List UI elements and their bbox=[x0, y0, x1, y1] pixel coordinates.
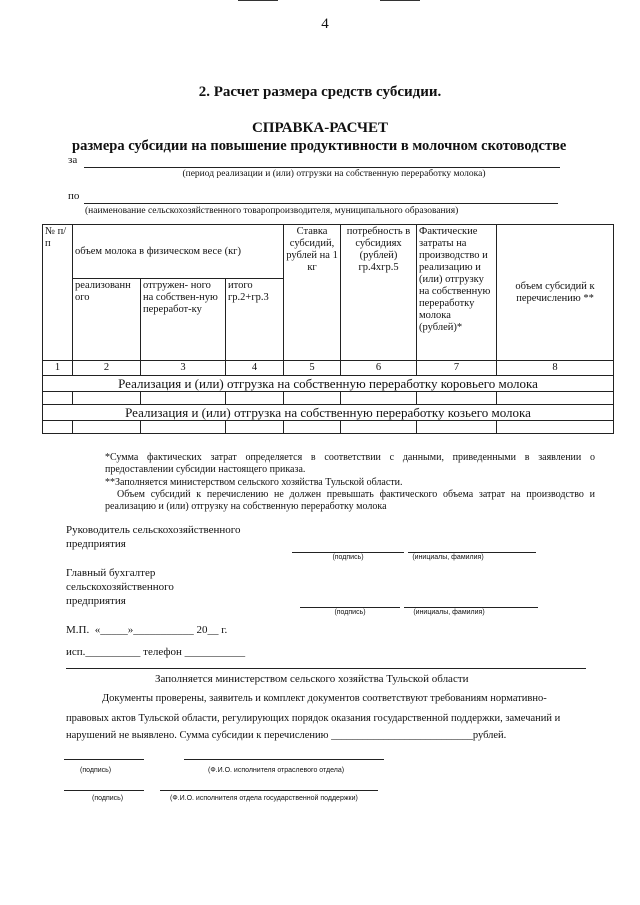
header-need: потребность в субсидиях (рублей) гр.4хгр.5 bbox=[341, 225, 417, 361]
head-signature-field[interactable] bbox=[292, 552, 404, 553]
accountant-signature-field[interactable] bbox=[300, 607, 400, 608]
table-row bbox=[43, 392, 614, 405]
top-edge-mark bbox=[238, 0, 278, 1]
accountant-label-2: сельскохозяйственного bbox=[66, 581, 174, 593]
header-sold: реализованн ого bbox=[73, 279, 141, 361]
ministry-text-1: Документы проверены, заявитель и комплект документов соответствуют требованиям нормативно- bbox=[102, 693, 547, 704]
head-initials-field[interactable] bbox=[408, 552, 536, 553]
section-goat-milk: Реализация и (или) отгрузка на собственную переработку козьего молока bbox=[43, 405, 614, 421]
ministry-title: Заполняется министерством сельского хозяйства Тульской области bbox=[155, 673, 469, 685]
section-cow-milk: Реализация и (или) отгрузка на собственную переработку коровьего молока bbox=[43, 376, 614, 392]
column-number: 7 bbox=[417, 361, 497, 376]
support-signature-field[interactable] bbox=[64, 790, 144, 791]
ministry-executor-field[interactable] bbox=[184, 759, 384, 760]
column-number: 5 bbox=[284, 361, 341, 376]
header-costs: Фактические затраты на производство и реализацию и (или) отгрузку на собственную переработку молока (рублей)* bbox=[417, 225, 497, 361]
period-field[interactable] bbox=[84, 167, 560, 168]
ministry-signature-field[interactable] bbox=[64, 759, 144, 760]
head-sign-caption: (подпись) bbox=[332, 554, 364, 561]
header-shipped: отгружен- ного на собствен-ную переработ-ку bbox=[141, 279, 226, 361]
note-costs: *Сумма фактических затрат определяется в соответствии с данными, приведенными в заявлении о предоставлении субсидии настоящего приказа. bbox=[105, 452, 595, 475]
table-row bbox=[43, 421, 614, 434]
executor-phone-line: исп.__________ телефон ___________ bbox=[66, 646, 246, 658]
seal-date-line: М.П. «_____»___________ 20__ г. bbox=[66, 624, 228, 636]
header-amount: объем субсидий к перечислению ** bbox=[497, 225, 614, 361]
period-prefix: за bbox=[68, 154, 78, 166]
header-total: итого гр.2+гр.3 bbox=[226, 279, 284, 361]
column-number: 4 bbox=[226, 361, 284, 376]
ministry-sign-caption: (подпись) bbox=[80, 767, 112, 774]
head-initials-caption: (инициалы, фамилия) bbox=[412, 554, 484, 561]
header-num: № п/ п bbox=[43, 225, 73, 361]
calculation-table bbox=[42, 224, 614, 434]
section-title: 2. Расчет размера средств субсидии. bbox=[198, 84, 442, 100]
producer-field[interactable] bbox=[84, 203, 558, 204]
document-subtitle: размера субсидии на повышение продуктивности в молочном скотоводстве bbox=[72, 138, 567, 154]
support-executor-caption: (Ф.И.О. исполнителя отдела государственной поддержки) bbox=[170, 795, 358, 802]
accountant-initials-field[interactable] bbox=[404, 607, 538, 608]
support-sign-caption: (подпись) bbox=[92, 795, 124, 802]
column-number: 6 bbox=[341, 361, 417, 376]
support-executor-field[interactable] bbox=[160, 790, 378, 791]
header-rate: Ставка субсидий, рублей на 1 кг bbox=[284, 225, 341, 361]
note-ministry: **Заполняется министерством сельского хозяйства Тульской области. bbox=[105, 477, 403, 488]
column-number: 8 bbox=[497, 361, 614, 376]
note-limit: Объем субсидий к перечислению не должен превышать фактического объема затрат на производство и реализацию и (или) отгрузку на собственную переработку молока bbox=[105, 489, 595, 512]
producer-caption: (наименование сельскохозяйственного товаропроизводителя, муниципального образования) bbox=[85, 206, 459, 216]
accountant-label: Главный бухгалтер bbox=[66, 567, 156, 579]
accountant-label-3: предприятия bbox=[66, 595, 126, 607]
period-caption: (период реализации и (или) отгрузки на собственную переработку молока) bbox=[182, 169, 486, 179]
separator-line bbox=[66, 668, 586, 669]
accountant-initials-caption: (инициалы, фамилия) bbox=[413, 609, 485, 616]
column-number: 3 bbox=[141, 361, 226, 376]
ministry-text-3: нарушений не выявлено. Сумма субсидии к перечислению ___________________________рублей. bbox=[66, 730, 507, 741]
head-label-2: предприятия bbox=[66, 538, 126, 550]
ministry-executor-caption: (Ф.И.О. исполнителя отраслевого отдела) bbox=[208, 767, 345, 774]
top-edge-mark bbox=[380, 0, 420, 1]
column-number: 1 bbox=[43, 361, 73, 376]
document-title: СПРАВКА-РАСЧЕТ bbox=[251, 120, 389, 136]
accountant-sign-caption: (подпись) bbox=[334, 609, 366, 616]
producer-prefix: по bbox=[68, 190, 80, 202]
column-number: 2 bbox=[73, 361, 141, 376]
header-volume: объем молока в физическом весе (кг) bbox=[73, 225, 284, 279]
head-label: Руководитель сельскохозяйственного bbox=[66, 524, 241, 536]
page-number: 4 bbox=[321, 16, 329, 32]
ministry-text-2: правовых актов Тульской области, регулирующих порядок оказания государственной поддержки, замечаний и bbox=[66, 713, 561, 724]
